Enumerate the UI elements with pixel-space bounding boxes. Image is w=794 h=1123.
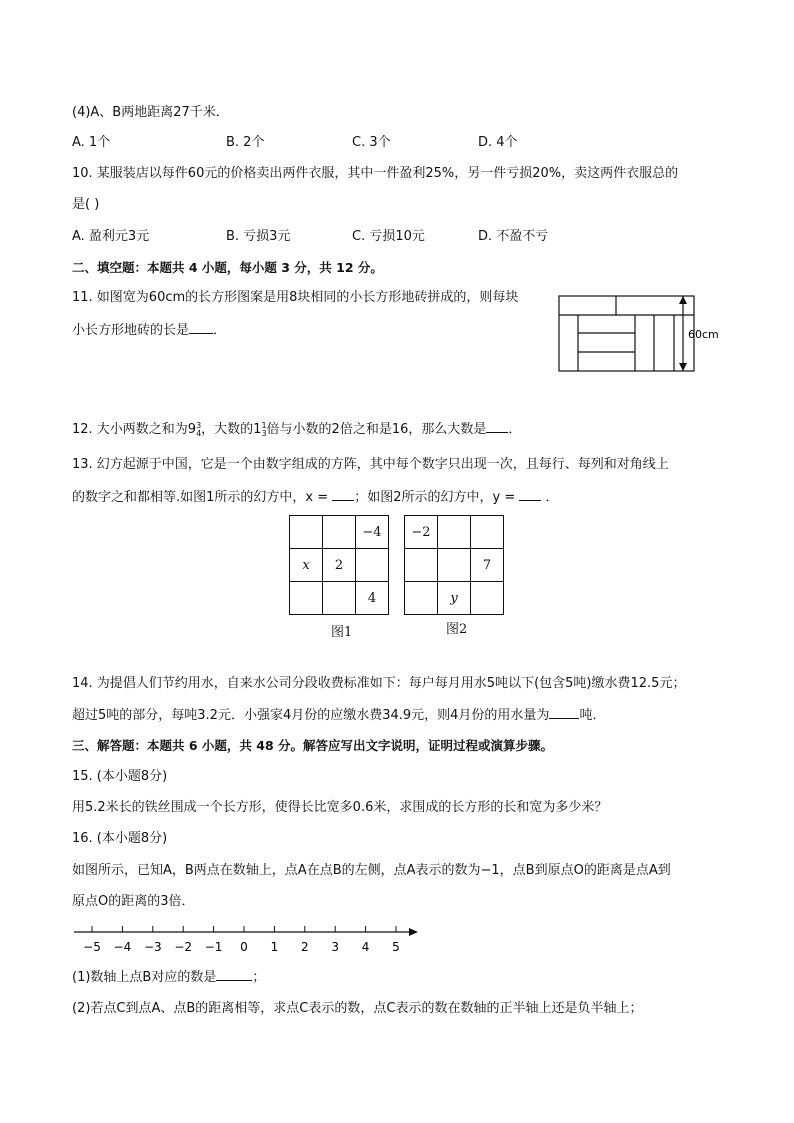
grid1-cell: [356, 549, 389, 582]
q11-stem-end: ．: [213, 323, 227, 338]
q16-sub2: (2)若点C到点A、点B的距离相等，求点C表示的数，点C表示的数在数轴的正半轴上还是负半轴上；: [72, 1001, 643, 1016]
grid2-cell: −2: [405, 516, 438, 549]
q12-answer-blank[interactable]: [486, 420, 508, 433]
axis-tick-label: 2: [300, 940, 309, 954]
q10-option-a: A. 盈利元3元: [72, 229, 150, 244]
axis-tick-label: 0: [240, 940, 248, 954]
number-line: [72, 920, 432, 960]
q10-option-c: C. 亏损10元: [352, 229, 425, 244]
q16-sub1-text: (1)数轴上点B对应的数是: [72, 970, 217, 985]
q12-fraction-1: 3 4: [196, 420, 202, 438]
q14-text-b: 吨．: [579, 708, 606, 723]
q10-stem-line1: 10. 某服装店以每件60元的价格卖出两件衣服，其中一件盈利25%，另一件亏损20%，卖这两件衣服总的: [72, 166, 679, 181]
q15-text: 用5.2米长的铁丝围成一个长方形，使得长比宽多0.6米，求围成的长方形的长和宽为多少米？: [72, 800, 608, 815]
grid2-cell: [471, 582, 504, 615]
axis-tick-label: −4: [113, 940, 132, 954]
section-fill-in-heading: 二、填空题：本题共 4 小题，每小题 3 分，共 12 分。: [72, 260, 383, 275]
grid2-cell: [438, 516, 471, 549]
q11-answer-blank[interactable]: [189, 321, 213, 334]
grid2-cell: [405, 582, 438, 615]
q9-option-d: D. 4个: [478, 135, 518, 150]
q12-text-4: ．: [508, 422, 522, 437]
figure-2-caption: 图2: [446, 622, 468, 637]
grid1-cell: [290, 516, 323, 549]
q13-answer-blank-x[interactable]: [332, 488, 354, 501]
q14-stem-line1: 14. 为提倡人们节约用水，自来水公司分段收费标准如下：每户每月用水5吨以下(包含5吨)缴水费12.5元；: [72, 676, 686, 691]
axis-tick-label: −1: [204, 940, 223, 954]
q14-text-a: 超过5吨的部分，每吨3.2元．小强家4月份的应缴水费34.9元，则4月份的用水量为: [72, 708, 550, 723]
q13-text-c: ．: [545, 490, 559, 505]
q12-stem: [72, 420, 521, 439]
axis-tick-label: 5: [392, 940, 400, 954]
axis-tick-label: 1: [270, 940, 279, 954]
q9-option-b: B. 2个: [226, 135, 265, 150]
q14-stem-line2: [72, 706, 605, 725]
grid2-cell: [438, 549, 471, 582]
q10-option-d: D. 不盈不亏: [478, 229, 549, 244]
axis-arrow-icon: [409, 928, 418, 936]
grid1-cell: 2: [323, 549, 356, 582]
q16-answer-blank[interactable]: [216, 968, 252, 981]
magic-square-1: [289, 515, 389, 615]
q16-text-line2: 原点O的距离的3倍．: [72, 894, 195, 909]
grid1-cell: [290, 582, 323, 615]
q12-fraction-2: 1 3: [261, 420, 267, 438]
q16-header: 16. (本小题8分): [72, 831, 168, 846]
grid1-cell: [323, 516, 356, 549]
q13-answer-blank-y[interactable]: [519, 488, 541, 501]
grid1-cell: −4: [356, 516, 389, 549]
q11-stem-text: 小长方形地砖的长是: [72, 323, 190, 338]
grid1-cell: [323, 582, 356, 615]
q11-tile-figure: [550, 290, 730, 380]
q16-text-line1: 如图所示，已知A，B两点在数轴上，点A在点B的左侧，点A表示的数为−1，点B到原点O的距离是点A到: [72, 863, 671, 878]
magic-square-2: [404, 515, 504, 615]
arrow-down-icon: [679, 363, 687, 371]
q12-text-3: 倍与小数的2倍之和是16，那么大数是: [266, 422, 487, 437]
q9-option-a: A. 1个: [72, 135, 111, 150]
q10-option-b: B. 亏损3元: [226, 229, 291, 244]
grid2-cell: y: [438, 582, 471, 615]
figure-width-label: 60cm: [688, 328, 719, 341]
q9-option-c: C. 3个: [352, 135, 391, 150]
axis-tick-label: 3: [331, 940, 340, 954]
arrow-up-icon: [679, 296, 687, 304]
q12-text-1: 12. 大小两数之和为9: [72, 422, 197, 437]
axis-tick-label: 4: [361, 940, 370, 954]
grid2-cell: [405, 549, 438, 582]
grid2-cell: 7: [471, 549, 504, 582]
q13-stem-line1: 13. 幻方起源于中国，它是一个由数字组成的方阵，其中每个数字只出现一次，且每行、每列和对角线上: [72, 457, 669, 472]
axis-tick-label: −3: [143, 940, 162, 954]
q14-answer-blank[interactable]: [549, 706, 579, 719]
axis-tick-label: −5: [83, 940, 101, 954]
grid1-cell: 4: [356, 582, 389, 615]
q16-sub1: [72, 968, 265, 987]
q15-header: 15. (本小题8分): [72, 769, 168, 784]
q16-sub1-end: ；: [252, 970, 266, 985]
grid2-cell: [471, 516, 504, 549]
axis-tick-label: −2: [174, 940, 193, 954]
figure-1-caption: 图1: [331, 625, 353, 640]
q13-text-a: 的数字之和都相等.如图1所示的幻方中，x =: [72, 490, 329, 505]
q12-text-2: ，大数的1: [201, 422, 262, 437]
q9-item-4: (4)A、B两地距离27千米．: [72, 105, 229, 120]
grid1-cell: x: [290, 549, 323, 582]
q13-text-b: ；如图2所示的幻方中，y =: [354, 490, 516, 505]
q11-stem-line1: 11. 如图宽为60cm的长方形图案是用8块相同的小长方形地砖拼成的，则每块: [72, 290, 519, 305]
q10-stem-line2: 是( ): [72, 197, 100, 212]
q11-stem-line2: [72, 321, 226, 340]
section-solution-heading: 三、解答题：本题共 6 小题，共 48 分。解答应写出文字说明，证明过程或演算步骤。: [72, 738, 554, 753]
q13-stem-line2: [72, 488, 559, 507]
